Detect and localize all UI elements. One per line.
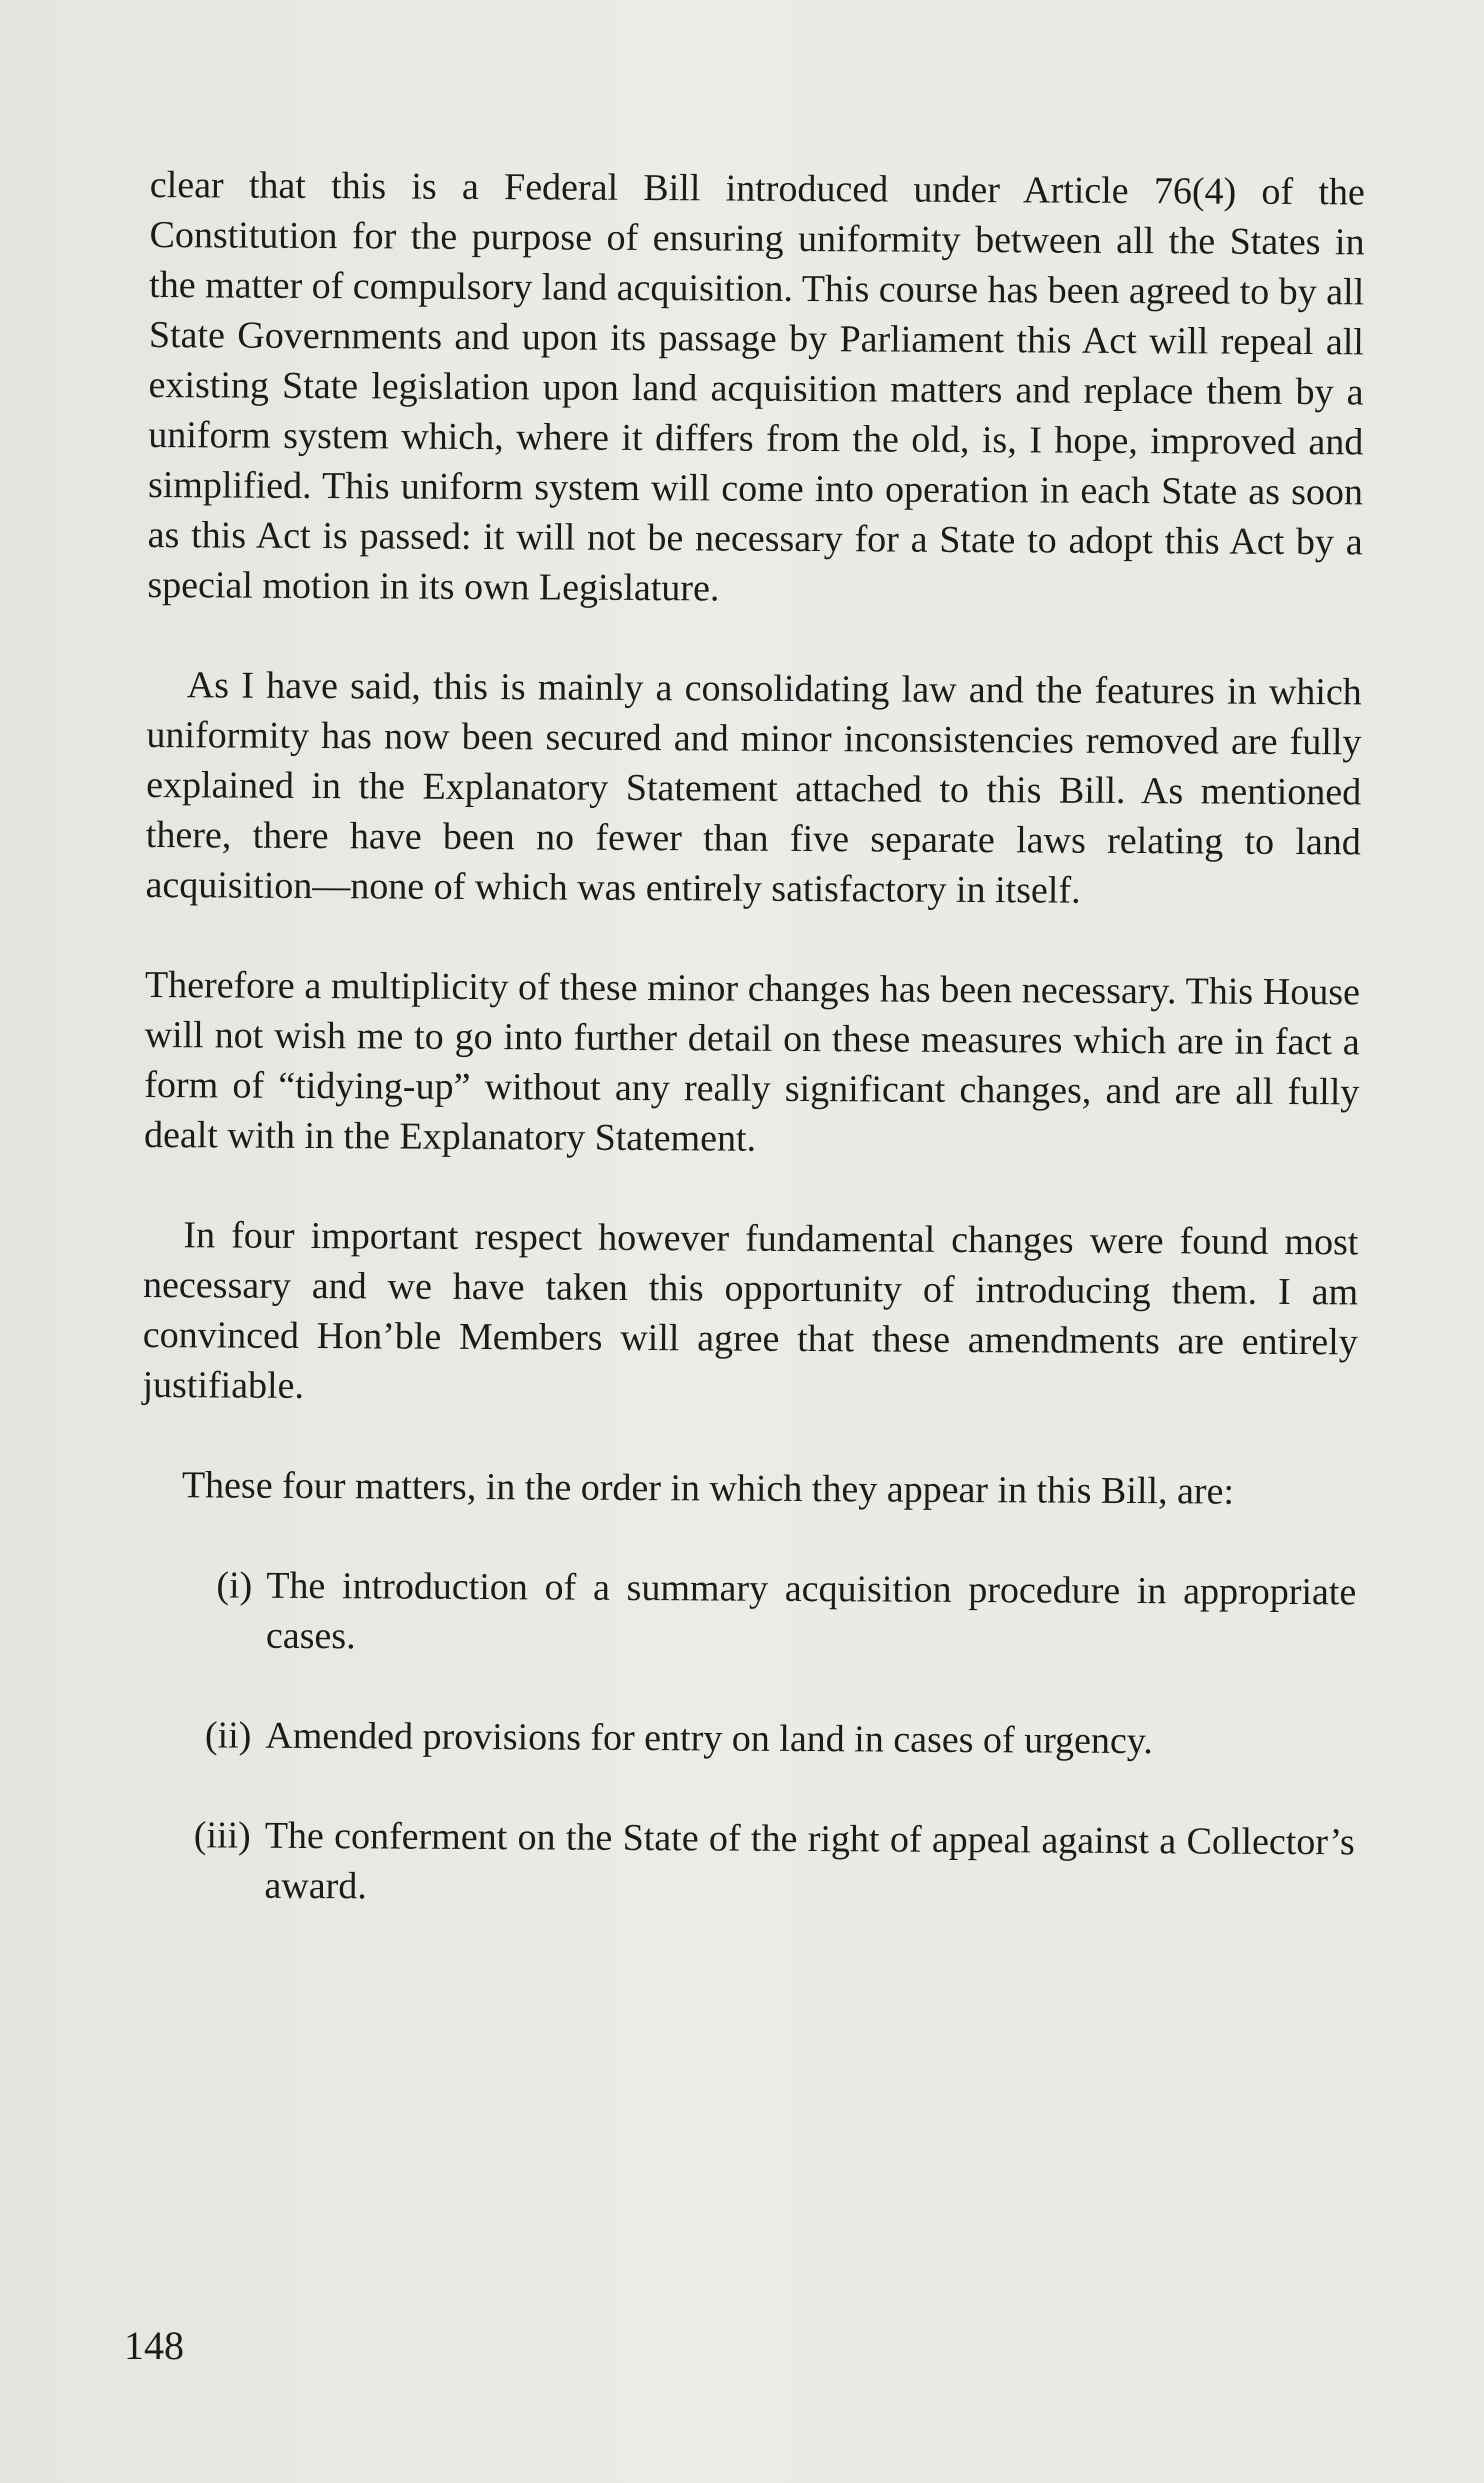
list-text: The introduction of a summary acquisition procedure in appropriate cases.: [265, 1564, 1357, 1658]
list-text: Amended provisions for entry on land in cases of urgency.: [265, 1714, 1154, 1763]
list-text: The conferment on the State of the right of appeal against a Collector’s award.: [264, 1814, 1355, 1908]
paragraph-2: As I have said, this is mainly a consolidating law and the features in which uniformity has now been secured and minor inconsistencies removed are fully explained in the Explanatory Statement attached to this Bill. As mentioned there, there have been no fewer than five separate laws relating to land acquisition—none of which was entirely satisfactory in itself.: [145, 664, 1362, 912]
paragraph-3: Therefore a multiplicity of these minor changes has been necessary. This House will not wish me to go into further detail on these measures which are in fact a form of “tidying-up” without any really significant changes, and are all fully dealt with in the Explanatory Statement.: [143, 963, 1361, 1160]
paragraph-5: These four matters, in the order in which they appear in this Bill, are:: [181, 1464, 1235, 1513]
list-item-1: [141, 1560, 1357, 1667]
list-number: (ii): [204, 1714, 252, 1757]
paragraph-4: In four important respect however fundamental changes were found most necessary and we have taken this opportunity of introducing them. I am convinced Hon’ble Members will agree that these amendments are entirely justifiable.: [142, 1214, 1359, 1407]
body-text: [139, 160, 1365, 1967]
list-item-3: [139, 1810, 1355, 1917]
paragraph-1: clear that this is a Federal Bill introduced under Article 76(4) of the Constitution for the purpose of ensuring uniformity between all the States in the matter of compulsory land acquisition. This course has been agreed to by all State Governments and upon its passage by Parliament this Act will repeal all existing State legislation upon land acquisition matters and replace them by a uniform system which, where it differs from the old, is, I hope, improved and simplified. This uniform system will come into operation in each State as soon as this Act is passed: it will not be necessary for a State to adopt this Act by a special motion in its own Legislature.: [147, 163, 1365, 610]
list-item-2: [140, 1710, 1355, 1767]
list-number: (i): [216, 1564, 253, 1607]
page-number: 148: [124, 2323, 184, 2368]
list-number: (iii): [193, 1814, 251, 1857]
